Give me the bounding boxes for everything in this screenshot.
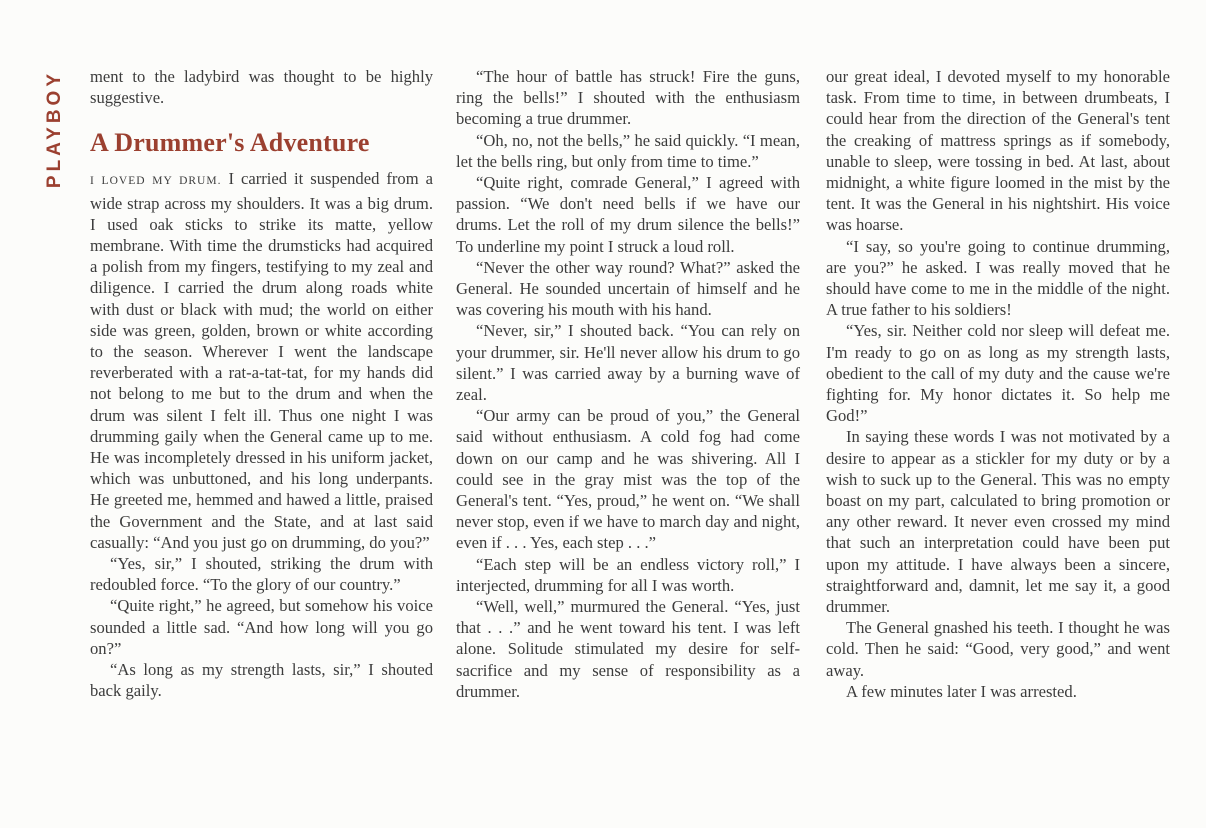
- paragraph: “Our army can be proud of you,” the General said without enthusiasm. A cold fog had come down on our camp and he was shivering. All I could see in the gray mist was the top of the General's tent. “Yes, proud,” he went on. “We shall never stop, even if we have to march day and night, even if . . . Yes, each step . . .”: [456, 406, 800, 553]
- lead-in-smallcaps: I LOVED MY DRUM.: [90, 175, 222, 188]
- paragraph: [90, 168, 433, 553]
- magazine-title: PLAYBOY: [44, 70, 65, 189]
- paragraph: “Quite right,” he agreed, but somehow his voice sounded a little sad. “And how long will you go on?”: [90, 596, 433, 658]
- paragraph: “Never, sir,” I shouted back. “You can rely on your drummer, sir. He'll never allow his drum to go silent.” I was carried away by a burning wave of zeal.: [456, 321, 800, 405]
- column-1: [90, 66, 433, 701]
- paragraph: “I say, so you're going to continue drumming, are you?” he asked. I was really moved that he should have come to me in the middle of the night. A true father to his soldiers!: [826, 236, 1170, 320]
- paragraph: “The hour of battle has struck! Fire the guns, ring the bells!” I shouted with the enthusiasm becoming a true drummer.: [456, 67, 800, 129]
- paragraph: “Never the other way round? What?” asked the General. He sounded uncertain of himself and he was covering his mouth with his hand.: [456, 257, 800, 320]
- paragraph: The General gnashed his teeth. I thought he was cold. Then he said: “Good, very good,” and went away.: [826, 618, 1170, 680]
- paragraph: “Well, well,” murmured the General. “Yes, just that . . .” and he went toward his tent. I was left alone. Solitude stimulated my desire for self-sacrifice and my sense of responsibility as a drummer.: [456, 597, 800, 701]
- paragraph: ment to the ladybird was thought to be highly suggestive.: [90, 67, 433, 108]
- paragraph: “Oh, no, not the bells,” he said quickly. “I mean, let the bells ring, but only from time to time.”: [456, 130, 800, 171]
- column-2: [456, 66, 800, 702]
- paragraph-text: I carried it suspended from a wide strap across my shoulders. It was a big drum. I used oak sticks to strike its matte, yellow membrane. With time the drumsticks had acquired a polish from my fingers, testifying to my zeal and diligence. I carried the drum along roads white with dust or black with mud; the world on either side was green, golden, brown or white according to the season. Wherever I went the landscape reverberated with a rat-a-tat-tat, for my hands did not belong to me but to the drum and when the drum was silent I felt ill. Thus one night I was drumming gaily when the General came up to me. He was incompletely dressed in his uniform jacket, which was unbuttoned, and his long underpants. He greeted me, hemmed and hawed a little, praised the Government and the State, and at last said casually: “And you just go on drumming, do you?”: [90, 169, 433, 552]
- paragraph: “Quite right, comrade General,” I agreed with passion. “We don't need bells if we have our drums. Let the roll of my drum silence the bells!” To underline my point I struck a loud roll.: [456, 173, 800, 256]
- paragraph: In saying these words I was not motivated by a desire to appear as a stickler for my duty or by a wish to suck up to the General. This was no empty boast on my part, calculated to bring promotion or any other reward. It never even crossed my mind that such an interpretation could have been put upon my attitude. I have always been a sincere, straightforward and, damnit, let me say it, a good drummer.: [826, 427, 1170, 617]
- paragraph: “Yes, sir,” I shouted, striking the drum with redoubled force. “To the glory of our country.”: [90, 554, 433, 595]
- column-3: [826, 66, 1170, 702]
- paragraph: “Yes, sir. Neither cold nor sleep will defeat me. I'm ready to go on as long as my strength lasts, obedient to the call of my duty and the cause we're fighting for. My honor dictates it. So help me God!”: [826, 321, 1170, 426]
- paragraph: “Each step will be an endless victory roll,” I interjected, drumming for all I was worth.: [456, 554, 800, 595]
- paragraph: “As long as my strength lasts, sir,” I shouted back gaily.: [90, 660, 433, 701]
- paragraph: our great ideal, I devoted myself to my honorable task. From time to time, in between drumbeats, I could hear from the direction of the General's tent the creaking of mattress springs as if somebody, unable to sleep, were tossing in bed. At last, about midnight, a white figure loomed in the mist by the tent. It was the General in his nightshirt. His voice was hoarse.: [826, 67, 1170, 235]
- paragraph: A few minutes later I was arrested.: [846, 681, 1077, 701]
- article-heading: A Drummer's Adventure: [90, 128, 370, 158]
